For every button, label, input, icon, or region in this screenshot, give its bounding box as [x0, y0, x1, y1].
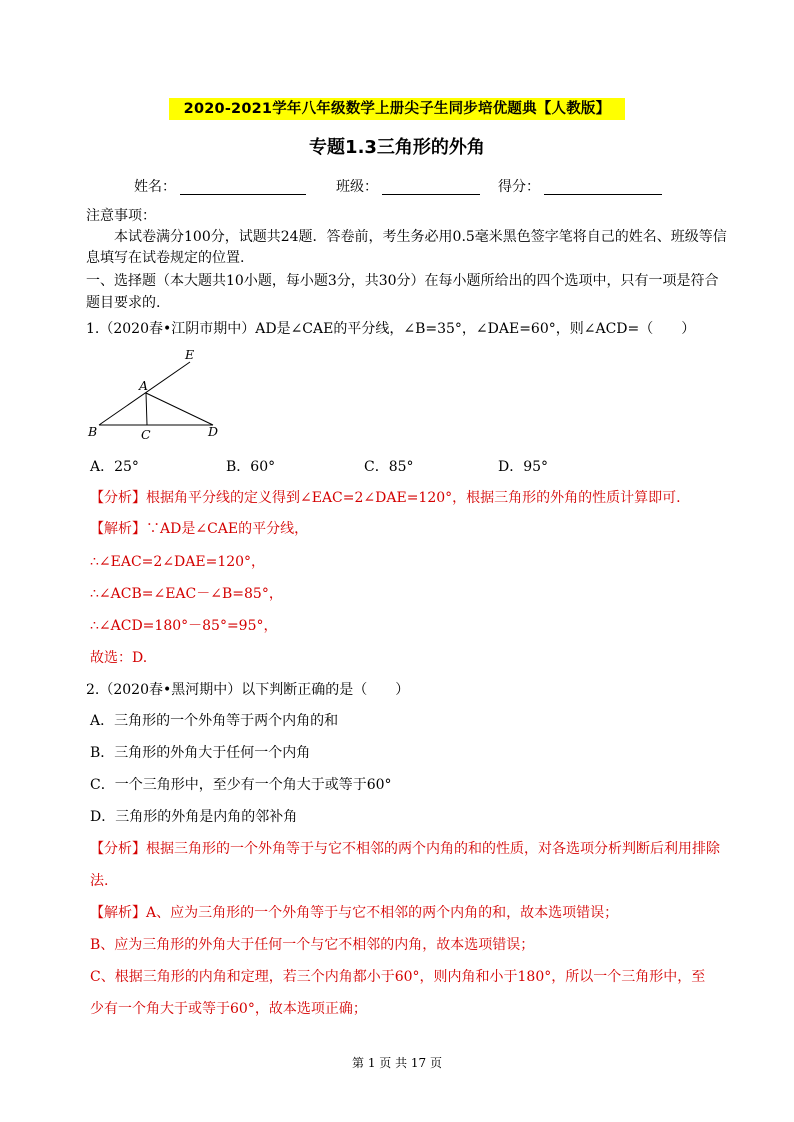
section-1-line-2: 题目要求的. — [86, 295, 161, 311]
q1-stem: 1.（2020春•江阴市期中）AD是∠CAE的平分线，∠B=35°，∠DAE=60°，则∠ACD=（ ） — [86, 321, 696, 337]
q1-option-d: D．95° — [498, 459, 549, 475]
q2-option-b: B．三角形的外角大于任何一个内角 — [90, 745, 311, 761]
q1-solution-4: ∴∠ACD=180°－85°=95°， — [90, 618, 278, 634]
q1-solution-5: 故选：D. — [90, 650, 148, 666]
notes-heading: 注意事项： — [86, 208, 156, 224]
name-blank — [180, 180, 306, 195]
label-e: E — [185, 347, 195, 362]
q2-solution-1: 【解析】A、应为三角形的一个外角等于与它不相邻的两个内角的和，故本选项错误； — [90, 905, 619, 921]
q1-solution-1: 【解析】∵AD是∠CAE的平分线， — [90, 521, 309, 537]
notes-line-2: 息填写在试卷规定的位置. — [86, 250, 245, 266]
q1-solution-2: ∴∠EAC=2∠DAE=120°， — [90, 554, 266, 570]
q2-analysis-line-2: 法. — [90, 873, 109, 889]
q2-solution-4: 少有一个角大于或等于60°，故本选项正确； — [90, 1001, 367, 1017]
q1-triangle-figure — [80, 345, 240, 445]
q2-stem: 2.（2020春•黑河期中）以下判断正确的是（ ） — [86, 682, 410, 698]
label-c: C — [141, 427, 151, 442]
q2-option-a: A．三角形的一个外角等于两个内角的和 — [90, 713, 339, 729]
label-d: D — [208, 424, 219, 439]
score-blank — [544, 180, 662, 195]
q2-analysis-line-1: 【分析】根据三角形的一个外角等于与它不相邻的两个内角的和的性质，对各选项分析判断后利用排除 — [90, 841, 720, 857]
q1-analysis: 【分析】根据角平分线的定义得到∠EAC=2∠DAE=120°，根据三角形的外角的性质计算即可. — [90, 490, 681, 506]
header-banner: 2020-2021学年八年级数学上册尖子生同步培优题典【人教版】 — [169, 98, 625, 120]
q1-option-b: B．60° — [226, 459, 276, 475]
class-blank — [382, 180, 480, 195]
q1-solution-3: ∴∠ACB=∠EAC－∠B=85°， — [90, 586, 283, 602]
q2-solution-3: C、根据三角形的内角和定理，若三个内角都小于60°，则内角和小于180°，所以一个三角形中，至 — [90, 969, 706, 985]
score-label: 得分： — [498, 179, 540, 195]
page-title: 专题1.3三角形的外角 — [309, 137, 485, 158]
ray-be — [99, 362, 190, 425]
segment-ad — [146, 393, 213, 425]
name-label: 姓名： — [134, 179, 176, 195]
q1-option-c: C．85° — [364, 459, 414, 475]
class-label: 班级： — [336, 179, 378, 195]
class-field — [336, 178, 480, 196]
page-footer: 第 1 页 共 17 页 — [352, 1056, 442, 1070]
notes-line-1: 本试卷满分100分，试题共24题．答卷前，考生务必用0.5毫米黑色签字笔将自己的姓名、班级等信 — [114, 229, 727, 245]
q1-option-a: A．25° — [90, 459, 139, 475]
name-field — [134, 178, 306, 196]
q2-option-d: D．三角形的外角是内角的邻补角 — [90, 809, 298, 825]
section-1-line-1: 一、选择题（本大题共10小题，每小题3分，共30分）在每小题所给出的四个选项中，只有一项是符合 — [86, 273, 719, 289]
q2-solution-2: B、应为三角形的外角大于任何一个与它不相邻的内角，故本选项错误； — [90, 937, 535, 953]
q2-option-c: C．一个三角形中，至少有一个角大于或等于60° — [90, 777, 392, 793]
label-b: B — [88, 424, 98, 439]
score-field — [498, 178, 662, 196]
segment-ac — [146, 393, 147, 425]
label-a: A — [139, 378, 149, 393]
